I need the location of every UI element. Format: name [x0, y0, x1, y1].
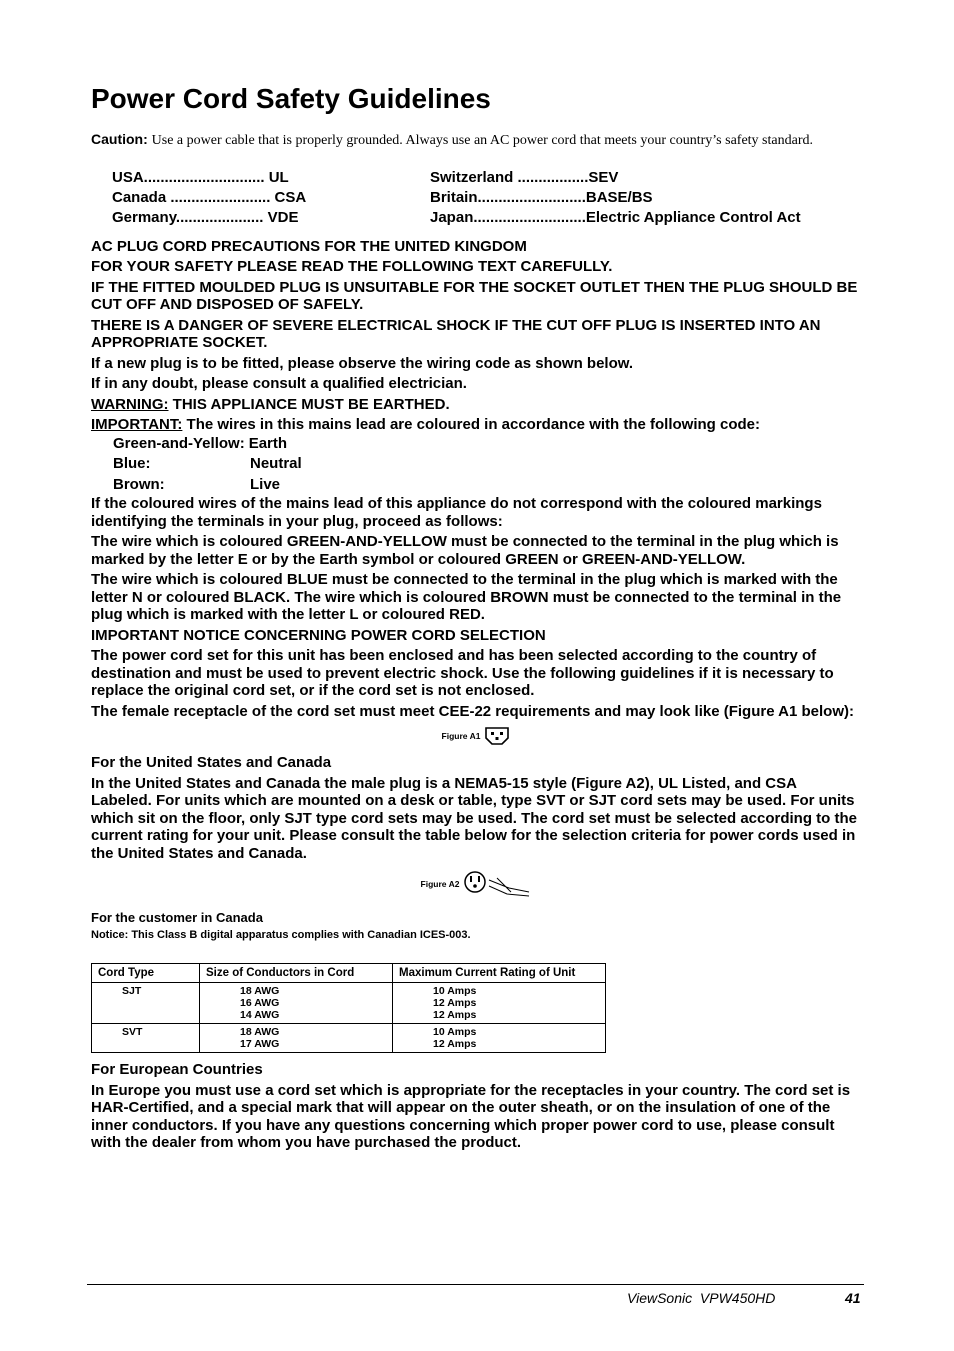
green-yellow-paragraph: The wire which is coloured GREEN-AND-YELLOW must be connected to the terminal in the plug which is marked by the letter E or by the Earth symbol or coloured GREEN or GREEN-AND-YELLOW.: [91, 533, 839, 568]
rating-value: 10 Amps: [433, 1026, 477, 1039]
cord-selection-table: [91, 963, 606, 1053]
wire-value: Live: [250, 475, 281, 493]
figure-a2-label: Figure A2: [420, 879, 460, 890]
standard-canada: Canada ........................ CSA: [112, 188, 307, 206]
canada-heading: For the customer in Canada: [91, 910, 263, 926]
standard-japan: Japan...........................Electric Appliance Control Act: [430, 208, 801, 226]
size-value: 18 AWG: [240, 985, 280, 998]
uk-consult-electrician: If in any doubt, please consult a qualified electrician.: [91, 375, 467, 393]
cell-conductor-sizes: [200, 983, 393, 1024]
cell-current-ratings: [393, 1024, 606, 1053]
size-value: 16 AWG: [240, 997, 280, 1010]
footer-product: ViewSonic VPW450HD: [627, 1290, 776, 1306]
wire-row: [113, 434, 861, 455]
footer-rule: [87, 1284, 864, 1285]
eu-paragraph: In Europe you must use a cord set which is appropriate for the receptacles in your country. The cord set is HAR-Certified, and a special mark that will appear on the outer sheath, or on the insulation of one of the inner conductors. If you have any questions concerning which proper power cord to use, please consult with the dealer from whom you have purchased the product.: [91, 1081, 851, 1152]
uk-plug-unsuitable: IF THE FITTED MOULDED PLUG IS UNSUITABLE FOR THE SOCKET OUTLET THEN THE PLUG SHOULD BE CUT OFF AND DISPOSED OF SAFELY.: [91, 278, 858, 314]
standard-switzerland: Switzerland .................SEV: [430, 168, 619, 186]
female-receptacle-paragraph: The female receptacle of the cord set must meet CEE-22 requirements and may look like (Figure A1 below):: [91, 702, 854, 720]
standard-britain: Britain..........................BASE/BS: [430, 188, 653, 206]
caution-text: Use a power cable that is properly grounded. Always use an AC power cord that meets your country’s safety standard.: [151, 132, 813, 148]
warning-label: WARNING:: [91, 395, 169, 413]
receptacle-icon: [484, 726, 510, 746]
uk-important: [91, 416, 861, 434]
wire-row: [113, 475, 861, 496]
rating-value: 12 Amps: [433, 1009, 477, 1022]
standards-list: [112, 169, 861, 226]
rating-value: 10 Amps: [433, 985, 477, 998]
blue-brown-paragraph: The wire which is coloured BLUE must be connected to the terminal in the plug which is marked with the letter N or coloured BLACK. The wire which is coloured BROWN must be connected to the terminal in the plug which is marked with the letter L or coloured RED.: [91, 571, 842, 624]
uk-warning: [91, 396, 861, 414]
important-text: The wires in this mains lead are coloured in accordance with the following code:: [182, 416, 761, 434]
warning-text: THIS APPLIANCE MUST BE EARTHED.: [168, 395, 450, 413]
caution-label: Caution:: [91, 130, 148, 147]
table-row: [92, 1024, 606, 1053]
uk-shock-danger: THERE IS A DANGER OF SEVERE ELECTRICAL SHOCK IF THE CUT OFF PLUG IS INSERTED INTO AN APPROPRIATE SOCKET.: [91, 316, 821, 352]
uk-read-carefully: FOR YOUR SAFETY PLEASE READ THE FOLLOWING TEXT CAREFULLY.: [91, 258, 613, 276]
cord-set-paragraph: The power cord set for this unit has been enclosed and has been selected according to the country of destination and must be used to prevent electric shock. Use the following guidelines if it is necessary to replace the original cord set, or if the cord set is not enclosed.: [91, 647, 834, 700]
figure-a2: [91, 870, 861, 898]
eu-heading: For European Countries: [91, 1061, 263, 1079]
cell-cord-type: SVT: [92, 1024, 200, 1053]
cell-cord-type: SJT: [92, 983, 200, 1024]
cell-conductor-sizes: [200, 1024, 393, 1053]
header-current-rating: Maximum Current Rating of Unit: [393, 964, 606, 983]
eu-section: [91, 1061, 861, 1152]
footer-page-number: 41: [845, 1290, 861, 1306]
caution-paragraph: [91, 131, 861, 149]
wire-value: Earth: [248, 434, 288, 452]
size-value: 17 AWG: [240, 1038, 280, 1051]
rating-value: 12 Amps: [433, 997, 477, 1010]
wire-color-code: [113, 434, 861, 496]
wire-row: [113, 454, 861, 475]
rating-value: 12 Amps: [433, 1038, 477, 1051]
figure-a1-label: Figure A1: [441, 731, 481, 742]
wire-label: Brown:: [113, 475, 165, 493]
uk-heading: AC PLUG CORD PRECAUTIONS FOR THE UNITED KINGDOM: [91, 237, 527, 255]
uk-new-plug: If a new plug is to be fitted, please observe the wiring code as shown below.: [91, 354, 634, 372]
nema-plug-icon: [463, 870, 531, 898]
header-conductor-size: Size of Conductors in Cord: [200, 964, 393, 983]
standard-germany: Germany..................... VDE: [112, 208, 299, 226]
uk-section: [91, 238, 861, 721]
page-title: Power Cord Safety Guidelines: [91, 83, 491, 114]
table-header-row: [92, 964, 606, 983]
wire-value: Neutral: [250, 455, 302, 473]
us-paragraph: In the United States and Canada the male plug is a NEMA5-15 style (Figure A2), UL Listed, and CSA Labeled. For units which are mounted on a desk or table, type SVT or SJT cord sets may be used. For units which sit on the floor, only SJT type cord sets may be used. The cord set must be selected according to the current rating for your unit. Please consult the table below for the selection criteria for power cords used in the United States and Canada.: [91, 774, 858, 862]
notice-heading: IMPORTANT NOTICE CONCERNING POWER CORD SELECTION: [91, 626, 546, 644]
us-heading: For the United States and Canada: [91, 754, 332, 772]
figure-a1: [91, 726, 861, 746]
standard-usa: USA............................. UL: [112, 168, 289, 186]
us-section: [91, 754, 861, 862]
mismatch-paragraph: If the coloured wires of the mains lead of this appliance do not correspond with the coloured markings identifying the terminals in your plug, proceed as follows:: [91, 495, 822, 530]
wire-label: Blue:: [113, 455, 151, 473]
header-cord-type: Cord Type: [92, 964, 200, 983]
important-label: IMPORTANT:: [91, 416, 183, 434]
cell-current-ratings: [393, 983, 606, 1024]
wire-label: Green-and-Yellow:: [113, 434, 245, 452]
size-value: 18 AWG: [240, 1026, 280, 1039]
table-row: [92, 983, 606, 1024]
canada-notice: Notice: This Class B digital apparatus complies with Canadian ICES-003.: [91, 929, 471, 942]
document-page: [91, 84, 861, 1155]
size-value: 14 AWG: [240, 1009, 280, 1022]
